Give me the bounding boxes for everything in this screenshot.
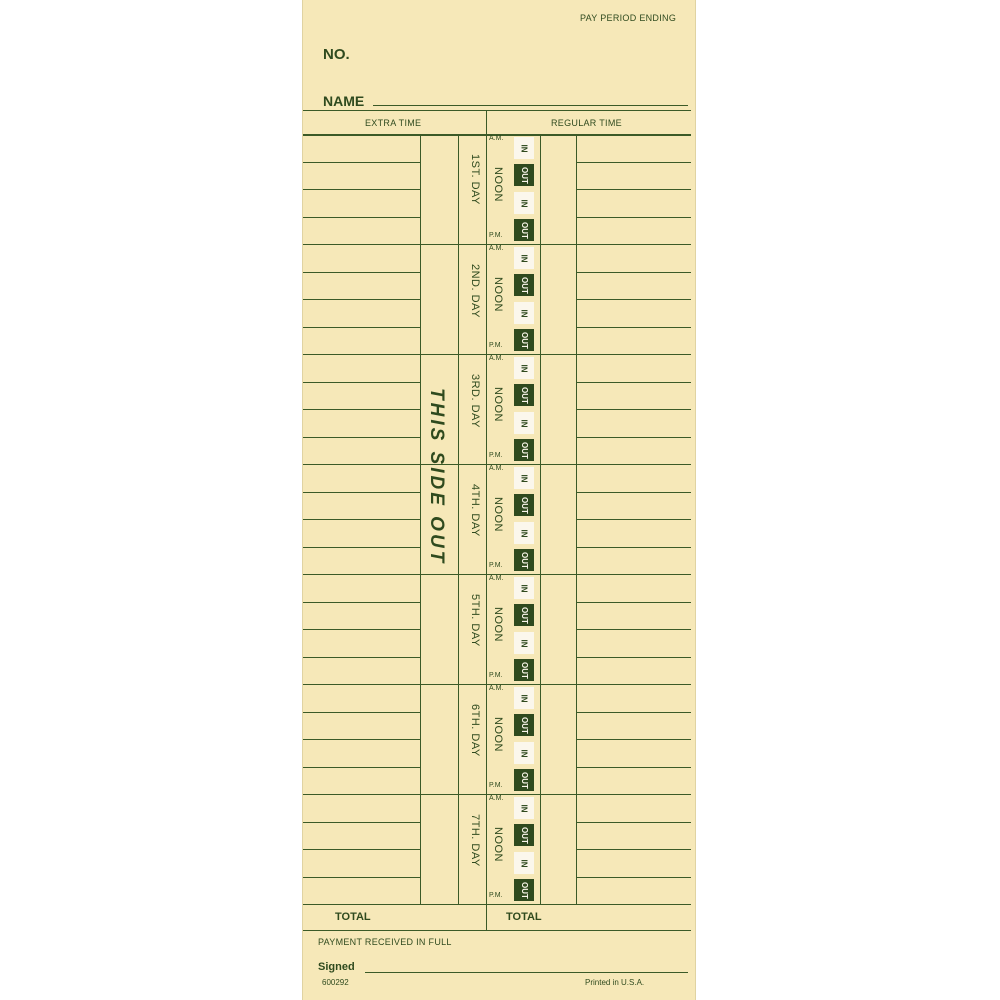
pm-label: P.M. (489, 232, 503, 239)
extra-time-row-line (303, 189, 420, 190)
am-label: A.M. (489, 135, 504, 142)
punch-out-label: OUT (519, 881, 529, 899)
extra-time-row-line (303, 657, 420, 658)
punch-in-box (514, 302, 534, 324)
punch-in-label: IN (519, 859, 529, 867)
punch-out-label: OUT (519, 771, 529, 789)
punch-out-box (514, 879, 534, 901)
extra-time-row-line (303, 877, 420, 878)
am-label: A.M. (489, 245, 504, 252)
punch-out-box (514, 329, 534, 351)
day-label: 7TH. DAY (469, 814, 481, 867)
punch-out-box (514, 384, 534, 406)
punch-in-box (514, 742, 534, 764)
extra-time-row-line (303, 492, 420, 493)
regular-time-row-line (576, 162, 691, 163)
punch-out-label: OUT (519, 826, 529, 844)
regular-time-row-line (576, 547, 691, 548)
punch-in-label: IN (519, 639, 529, 647)
day-label: 2ND. DAY (469, 264, 481, 318)
regular-time-row-line (576, 217, 691, 218)
regular-time-row-line (576, 739, 691, 740)
extra-time-row-line (303, 162, 420, 163)
pm-label: P.M. (489, 672, 503, 679)
this-side-out-text: THIS SIDE OUT (426, 388, 447, 566)
pm-label: P.M. (489, 562, 503, 569)
punch-in-box (514, 852, 534, 874)
punch-in-box (514, 192, 534, 214)
punch-out-label: OUT (519, 386, 529, 404)
punch-in-box (514, 687, 534, 709)
punch-in-label: IN (519, 529, 529, 537)
extra-time-row-line (303, 299, 420, 300)
punch-out-box (514, 659, 534, 681)
pm-label: P.M. (489, 452, 503, 459)
punch-in-label: IN (519, 694, 529, 702)
signature-line[interactable] (365, 972, 688, 973)
extra-time-row-line (303, 519, 420, 520)
pm-label: P.M. (489, 342, 503, 349)
regular-time-row-line (576, 712, 691, 713)
extra-time-row-line (303, 767, 420, 768)
regular-time-row-line (576, 657, 691, 658)
punch-out-label: OUT (519, 331, 529, 349)
punch-in-box (514, 577, 534, 599)
punch-out-label: OUT (519, 606, 529, 624)
regular-time-row-line (576, 409, 691, 410)
regular-time-row-line (576, 299, 691, 300)
extra-time-row-line (303, 822, 420, 823)
punch-out-box (514, 714, 534, 736)
header-divider (303, 110, 691, 111)
day-label: 6TH. DAY (469, 704, 481, 757)
regular-time-row-line (576, 602, 691, 603)
punch-in-label: IN (519, 309, 529, 317)
name-label: NAME (323, 93, 365, 109)
punch-out-label: OUT (519, 551, 529, 569)
regular-time-row-line (576, 849, 691, 850)
punch-in-box (514, 797, 534, 819)
extra-time-row-line (303, 739, 420, 740)
punch-in-label: IN (519, 474, 529, 482)
payment-received-label: PAYMENT RECEIVED IN FULL (318, 937, 452, 947)
regular-time-row-line (576, 437, 691, 438)
am-label: A.M. (489, 685, 504, 692)
punch-out-box (514, 549, 534, 571)
punch-in-label: IN (519, 804, 529, 812)
punch-in-label: IN (519, 419, 529, 427)
punch-out-box (514, 769, 534, 791)
extra-time-row-line (303, 327, 420, 328)
extra-time-row-line (303, 437, 420, 438)
extra-day-divider (458, 134, 459, 904)
pay-period-ending-label: PAY PERIOD ENDING (580, 13, 677, 23)
punch-in-box (514, 247, 534, 269)
regular-time-row-line (576, 519, 691, 520)
regular-time-row-line (576, 629, 691, 630)
extra-time-header: EXTRA TIME (365, 118, 422, 128)
signed-label: Signed (318, 961, 355, 973)
day-label: 5TH. DAY (469, 594, 481, 647)
card-number-label: NO. (323, 46, 350, 63)
noon-label: NOON (492, 717, 504, 752)
punch-out-label: OUT (519, 221, 529, 239)
day-label: 4TH. DAY (469, 484, 481, 537)
am-label: A.M. (489, 575, 504, 582)
punch-divider-left (540, 134, 541, 904)
regular-time-row-line (576, 767, 691, 768)
extra-time-row-line (303, 602, 420, 603)
punch-out-label: OUT (519, 496, 529, 514)
pm-label: P.M. (489, 782, 503, 789)
extra-total-label: TOTAL (335, 911, 371, 923)
regular-time-row-line (576, 382, 691, 383)
punch-in-label: IN (519, 144, 529, 152)
punch-in-label: IN (519, 584, 529, 592)
punch-in-box (514, 412, 534, 434)
totals-divider-bottom (303, 930, 691, 931)
extra-time-row-line (303, 712, 420, 713)
column-divider (486, 110, 487, 930)
extra-time-row-line (303, 409, 420, 410)
punch-out-label: OUT (519, 441, 529, 459)
regular-time-row-line (576, 492, 691, 493)
regular-time-row-line (576, 272, 691, 273)
regular-time-row-line (576, 189, 691, 190)
noon-label: NOON (492, 827, 504, 862)
punch-in-label: IN (519, 199, 529, 207)
day-label: 3RD. DAY (469, 374, 481, 428)
punch-out-box (514, 824, 534, 846)
extra-time-row-line (303, 849, 420, 850)
extra-inner-divider (420, 134, 421, 904)
punch-out-box (514, 274, 534, 296)
punch-out-label: OUT (519, 166, 529, 184)
regular-time-row-line (576, 877, 691, 878)
punch-in-box (514, 357, 534, 379)
extra-time-row-line (303, 629, 420, 630)
regular-total-label: TOTAL (506, 911, 542, 923)
noon-label: NOON (492, 387, 504, 422)
name-field-line[interactable] (373, 105, 688, 106)
punch-in-label: IN (519, 364, 529, 372)
punch-out-box (514, 164, 534, 186)
extra-time-row-line (303, 382, 420, 383)
punch-out-box (514, 439, 534, 461)
regular-time-row-line (576, 327, 691, 328)
noon-label: NOON (492, 497, 504, 532)
pm-label: P.M. (489, 892, 503, 899)
day-label: 1ST. DAY (469, 154, 481, 205)
punch-in-box (514, 632, 534, 654)
regular-time-row-line (576, 822, 691, 823)
extra-time-row-line (303, 217, 420, 218)
am-label: A.M. (489, 465, 504, 472)
extra-time-row-line (303, 547, 420, 548)
time-card (302, 0, 696, 1000)
noon-label: NOON (492, 167, 504, 202)
punch-out-box (514, 604, 534, 626)
totals-divider-top (303, 904, 691, 905)
punch-in-label: IN (519, 254, 529, 262)
punch-in-box (514, 467, 534, 489)
punch-out-label: OUT (519, 661, 529, 679)
noon-label: NOON (492, 277, 504, 312)
punch-out-box (514, 219, 534, 241)
extra-time-row-line (303, 272, 420, 273)
regular-time-header: REGULAR TIME (551, 118, 622, 128)
am-label: A.M. (489, 355, 504, 362)
punch-in-box (514, 137, 534, 159)
printed-in-usa: Printed in U.S.A. (585, 978, 645, 987)
punch-out-box (514, 494, 534, 516)
noon-label: NOON (492, 607, 504, 642)
punch-in-label: IN (519, 749, 529, 757)
punch-in-box (514, 522, 534, 544)
form-code: 600292 (322, 978, 349, 987)
punch-out-label: OUT (519, 276, 529, 294)
am-label: A.M. (489, 795, 504, 802)
punch-out-label: OUT (519, 716, 529, 734)
